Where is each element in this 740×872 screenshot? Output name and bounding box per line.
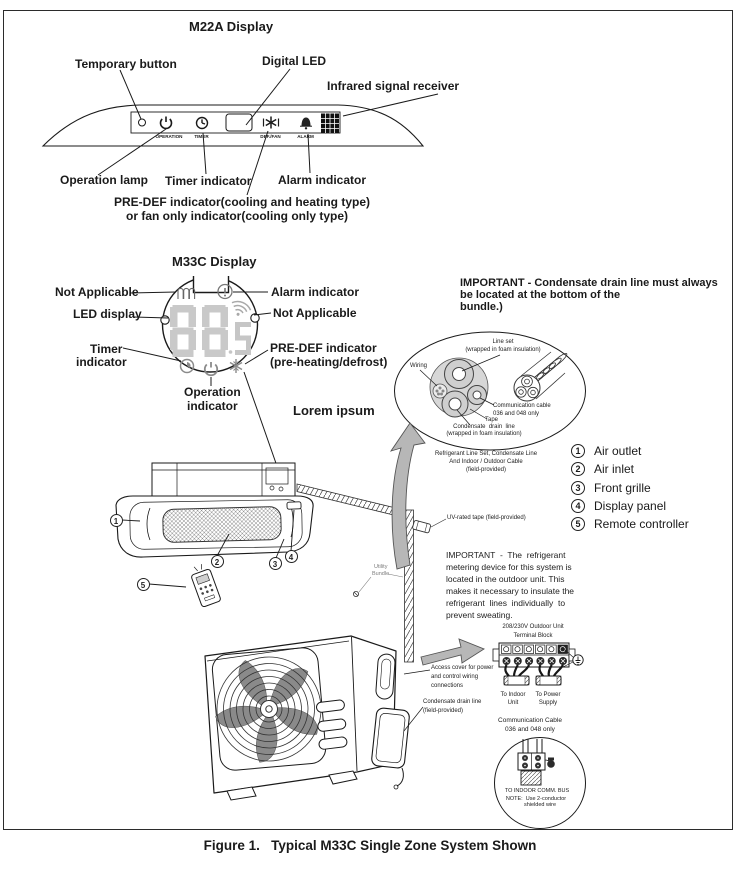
label-na-left: Not Applicable: [55, 285, 139, 299]
label-operation-2: indicator: [187, 399, 238, 413]
label-to-power-2: Supply: [538, 699, 558, 706]
label-comm-cable-2: 036 and 048 only: [493, 410, 540, 417]
label-timer-indicator: Timer indicator: [165, 174, 252, 188]
label-led-display: LED display: [73, 307, 142, 321]
legend-item-air-inlet: [571, 462, 634, 476]
legend-num-5: 5: [571, 517, 585, 531]
label-comm-bus-1: TO INDOOR COMM. BUS: [504, 788, 570, 794]
terminal-block-drawing: [493, 643, 583, 685]
important-refrigerant-6: prevent sweating.: [446, 610, 513, 620]
m33c-display-drawing: [123, 268, 285, 489]
legend-num-2: 2: [571, 462, 585, 476]
label-comm-bus-2: NOTE: Use 2-conductor: [505, 795, 567, 802]
important-condensate-1: IMPORTANT - Condensate drain line must always: [460, 277, 718, 289]
label-timer-1: Timer: [90, 342, 123, 356]
label-line-set-1: Line set: [492, 339, 514, 345]
label-uv-tape: UV-rated tape (field-provided): [447, 515, 526, 521]
arrow-up-to-detail: [391, 423, 425, 569]
legend-num-4: 4: [571, 499, 585, 513]
access-label-leader: [404, 670, 430, 674]
legend-label-4: Display panel: [594, 499, 667, 513]
callout-2: 2: [211, 555, 224, 568]
label-utility-1: Utility: [374, 564, 388, 570]
important-refrigerant-1: IMPORTANT - The refrigerant: [446, 550, 566, 560]
important-condensate-2: be located at the bottom of the: [460, 289, 621, 301]
label-timer-2: indicator: [76, 355, 127, 369]
outdoor-unit-drawing: [205, 636, 430, 800]
important-condensate-3: bundle.): [460, 301, 503, 313]
conduit-hatched: [521, 771, 541, 785]
label-temporary-button: Temporary button: [75, 57, 177, 71]
label-tb-title-2: Terminal Block: [513, 632, 553, 639]
label-comm-cable-title-2: 036 and 048 only: [505, 726, 555, 733]
panel-label-alarm: ALARM: [297, 134, 314, 139]
label-digital-led: Digital LED: [262, 54, 327, 68]
label-lorem-ipsum: Lorem ipsum: [293, 403, 375, 418]
label-infrared-receiver: Infrared signal receiver: [327, 79, 460, 93]
label-drain-2: (field-provided): [423, 708, 464, 714]
panel-label-deffan: DEF./FAN: [260, 134, 281, 139]
side-louvers: [314, 699, 350, 749]
panel-label-operation: OPERATION: [155, 134, 183, 139]
wiring-bundle: [433, 384, 447, 398]
access-cover-capsule: [375, 653, 395, 699]
callout-4: 4: [285, 550, 298, 563]
label-operation-lamp: Operation lamp: [60, 173, 149, 187]
ir-grid-icon: [321, 114, 339, 134]
front-grille: [163, 506, 282, 542]
legend-label-3: Front grille: [594, 481, 651, 495]
label-na-right: Not Applicable: [273, 306, 357, 320]
label-m33c-predef-1: PRE-DEF indicator: [270, 341, 377, 355]
label-predef-line2: or fan only indicator(cooling only type): [126, 209, 349, 223]
label-m33c-predef-2: (pre-heating/defrost): [270, 355, 388, 369]
label-wiring: Wiring: [410, 363, 428, 369]
uv-tape-leader: [431, 519, 446, 527]
label-line-set-2: (wrapped in foam insulation): [465, 346, 541, 353]
label-to-power-1: To Power: [535, 692, 561, 698]
legend-label-5: Remote controller: [594, 517, 689, 531]
label-access-cover-2: and control wiring: [431, 674, 479, 680]
legend-label-2: Air inlet: [594, 462, 635, 476]
label-bundle-caption-1: Refrigerant Line Set, Condensate Line: [434, 451, 538, 457]
label-operation-1: Operation: [184, 385, 241, 399]
label-comm-cable-title-1: Communication Cable: [498, 717, 562, 724]
m22a-title: M22A Display: [189, 19, 274, 34]
panel-label-timer: TIMER: [194, 134, 209, 139]
arrow-right-to-terminal: [421, 639, 484, 665]
label-access-cover-1: Access cover for power: [431, 665, 494, 671]
m33c-title: M33C Display: [172, 254, 257, 269]
important-refrigerant-5: refrigerant lines individually to: [446, 598, 566, 608]
important-refrigerant-4: makes it necessary to insulate the: [446, 586, 575, 596]
legend-item-display-panel: [571, 499, 666, 513]
label-comm-cable-1: Communication cable: [493, 403, 551, 409]
drain-hose: [397, 768, 403, 786]
legend-num-3: 3: [571, 481, 585, 495]
label-condensate-1: Condensate drain line: [453, 424, 515, 430]
legend-item-remote-controller: [571, 517, 689, 531]
remote-controller-drawing: [188, 562, 221, 607]
label-m33c-alarm: Alarm indicator: [271, 285, 360, 299]
legend-label-1: Air outlet: [594, 444, 642, 458]
callout-5: 5: [137, 578, 150, 591]
label-access-cover-3: connections: [431, 683, 464, 689]
label-tb-title-1: 208/230V Outdoor Unit: [502, 624, 564, 630]
label-tape: Tape: [485, 417, 499, 423]
legend-item-front-grille: [571, 481, 651, 495]
important-refrigerant-3: located in the outdoor unit. This: [446, 574, 565, 584]
legend-item-air-outlet: [571, 444, 641, 458]
tape-clamp: [412, 520, 431, 533]
callout-1: 1: [110, 514, 123, 527]
label-to-indoor-1: To Indoor: [500, 692, 526, 698]
figure-caption: Figure 1. Typical M33C Single Zone System Shown: [203, 838, 537, 853]
legend-num-1: 1: [571, 444, 585, 458]
label-utility-2: Bundle: [372, 570, 390, 577]
label-alarm-indicator: Alarm indicator: [278, 173, 367, 187]
callout-3: 3: [269, 557, 282, 570]
label-comm-bus-3: shielded wire: [523, 802, 557, 808]
important-refrigerant-2: metering device for this system is: [446, 562, 572, 572]
cable-connectors: [504, 676, 561, 685]
label-condensate-2: (wrapped in foam insulation): [446, 431, 522, 437]
label-bundle-caption-3: (field-provided): [465, 467, 507, 473]
label-bundle-caption-2: And Indoor / Outdoor Cable: [449, 459, 523, 465]
label-to-indoor-2: Unit: [507, 699, 519, 706]
access-cover-large: [371, 707, 410, 768]
label-predef-line1: PRE-DEF indicator(cooling and heating type): [114, 195, 371, 209]
label-drain-1: Condensate drain line: [423, 699, 482, 705]
display-panel-rect: [287, 502, 301, 509]
comm-bus-drawing: [495, 738, 586, 829]
